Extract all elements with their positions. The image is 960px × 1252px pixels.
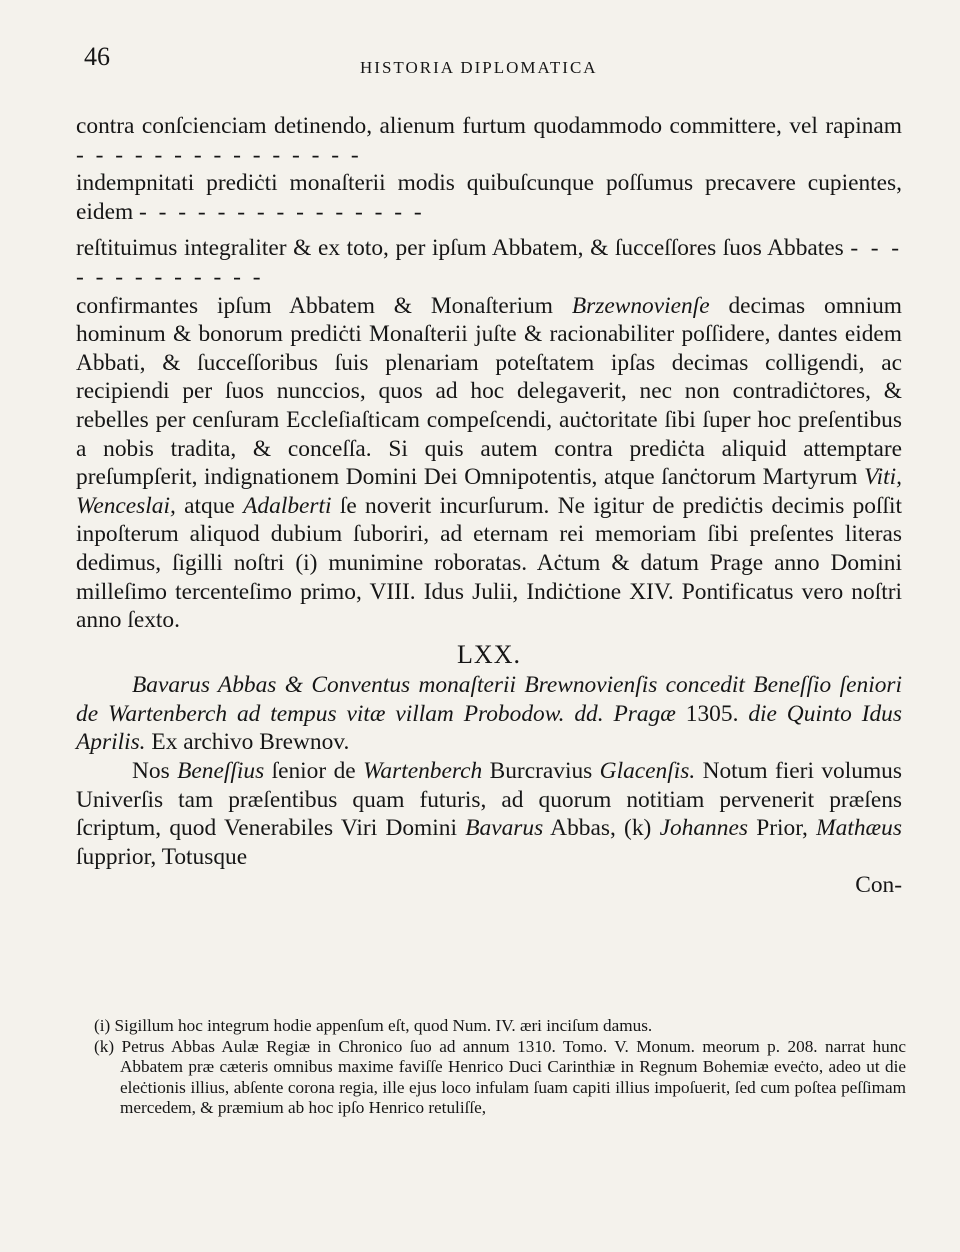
text-span: ſupprior, Totusque xyxy=(76,843,248,870)
lacuna-marks: - - - - - - - - - - - - - xyxy=(76,235,902,290)
text-span: reſtituimus integraliter & ex toto, per ipſum Abbatem, & ſucceſſores ſuos Abbates xyxy=(76,235,844,262)
text-span: contra conſcienciam detinendo, alienum furtum quodammodo committere, vel rapinam xyxy=(76,113,902,139)
paragraph-5 xyxy=(76,757,902,871)
footnotes xyxy=(94,1016,906,1119)
text-span: Burcravius xyxy=(489,758,593,785)
paragraph-1 xyxy=(76,112,902,169)
italic-name: Adalberti xyxy=(243,492,332,519)
italic-name: Bavarus xyxy=(465,815,544,842)
text-span: Bavarus Abbas & Conventus monaſterii Brewnovienſis concedit Beneſſio ſeniori de Wartenberch ad tempus vitæ villam Probodow. dd. Pragæ xyxy=(76,672,902,727)
footnote-k: (k) Petrus Abbas Aulæ Regiæ in Chronico ſuo ad annum 1310. Tomo. V. Monum. meorum p. 208. narrat hunc Abbatem præ cæteris omnibus maxime faviſſe Henrico Duci Carinthiæ in Regnum Bohemiæ eveċto, adeo ut die eleċtionis illius, abſente corona regia, ille ejus loco infulam ſuam capiti illius impoſuerit, ſed cum poſtea peſſimam mercedem, & præmium ab hoc ipſo Henrico retuliſſe, xyxy=(94,1036,906,1118)
text-span: confirmantes ipſum Abbatem & Monaſterium xyxy=(76,292,553,319)
paragraph-3 xyxy=(76,234,902,291)
italic-name: Glacenſis. xyxy=(599,758,696,785)
italic-name: Wartenberch xyxy=(363,758,483,785)
italic-name: Johannes xyxy=(659,815,748,842)
charter-summary xyxy=(76,671,902,757)
catchword: Con- xyxy=(855,872,902,899)
running-title: HISTORIA DIPLOMATICA xyxy=(360,58,598,77)
italic-name: Brzewnovienſe xyxy=(571,292,710,319)
text-span: Notum fieri volumus Univerſis tam præſentibus quam futuris, ad quorum notitiam pervenerit præſens ſcriptum, quod Venerabiles Viri Domini xyxy=(76,758,902,842)
italic-name: Viti, Wenceslai, xyxy=(76,464,902,519)
page-number: 46 xyxy=(84,42,110,71)
text-span: ſe noverit incurſurum. Ne igitur de prediċtis decimis poſſit inpoſterum aliquod dubium ſuboriri, ad eternam rei memoriam ſibi preſentes literas dedimus, ſigilli noſtri (i) munimine roboratas. Aċtum & datum Prage anno Domini milleſimo tercenteſimo primo, VIII. Idus Julii, Indiċtione XIV. Pontificatus vero noſtri anno ſexto. xyxy=(76,492,902,634)
text-span: die Quinto Idus Aprilis. xyxy=(76,700,902,756)
document-number: LXX. xyxy=(457,639,521,669)
paragraph-2 xyxy=(76,169,902,226)
source-note: Ex archivo Brewnov. xyxy=(151,729,350,756)
lacuna-marks: - - - - - - - - - - - - - - - xyxy=(139,198,425,225)
lacuna-marks: - - - - - - - - - - - - - - - xyxy=(76,141,362,168)
text-span: ſenior de xyxy=(271,758,356,785)
text-span: indempnitati prediċti monaſterii modis quibuſcunque poſſumus precavere cupientes, eidem xyxy=(76,170,902,225)
italic-name: Mathæus xyxy=(816,815,902,842)
text-span: Nos xyxy=(132,758,170,785)
text-span: Abbas, (k) xyxy=(550,815,652,842)
text-span: Prior, xyxy=(756,815,808,842)
year: 1305. xyxy=(685,700,739,727)
main-text xyxy=(76,112,902,900)
text-span: decimas omnium hominum & bonorum prediċti Monaſterii juſte & racionabiliter poſſidere, dantes eidem Abbati, & ſucceſſoribus ſuis plenariam poteſtatem ipſas decimas colligendi, ac recipiendi per ſuos nunccios, quos ad hoc delegaverit, nec non contradiċtores, & rebelles per cenſuram Eccleſiaſticam compeſcendi, auċtoritate ſibi ſuper hoc preſentibus a nobis tradita, & conceſſa. Si quis autem contra prediċta aliquid attemptare preſumpſerit, indignationem Domini Dei Omnipotentis, atque ſanċtorum Martyrum xyxy=(76,292,902,491)
footnote-i: (i) Sigillum hoc integrum hodie appenſum eſt, quod Num. IV. æri inciſum damus. xyxy=(94,1016,653,1035)
text-span: atque xyxy=(184,492,235,519)
italic-name: Beneſſius xyxy=(177,758,265,785)
paragraph-4 xyxy=(76,292,902,635)
